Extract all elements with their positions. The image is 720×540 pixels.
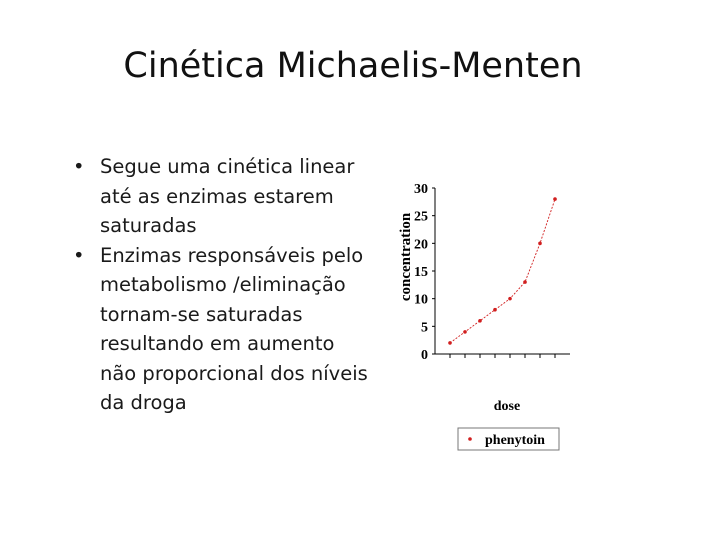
legend — [458, 428, 559, 450]
data-point — [448, 341, 452, 345]
bullet-item — [70, 152, 370, 241]
y-tick-label: 30 — [414, 182, 428, 197]
bullet-list — [70, 152, 370, 418]
data-point — [463, 330, 467, 334]
y-tick-label: 10 — [414, 292, 428, 308]
y-tick-label: 15 — [414, 265, 428, 280]
bullet-item — [70, 241, 370, 418]
legend-marker — [468, 437, 472, 441]
y-tick-label: 5 — [421, 320, 428, 336]
y-tick-labels — [414, 182, 428, 363]
data-point — [538, 242, 542, 246]
y-axis-label-group — [398, 212, 414, 301]
y-tick-label: 0 — [421, 348, 428, 363]
y-tick-label: 25 — [414, 209, 428, 225]
y-tick-label: 20 — [414, 237, 428, 253]
axes — [432, 188, 570, 358]
data-point — [478, 319, 482, 323]
bullet-dot: • — [73, 155, 85, 178]
bullet-dot: • — [73, 243, 85, 267]
bullet-text: Segue uma cinética linear até as enzimas estarem saturadas — [100, 155, 355, 237]
data-points — [448, 197, 557, 344]
data-point — [493, 308, 497, 312]
y-axis-label: concentration — [398, 212, 414, 302]
data-point — [523, 280, 527, 284]
series-line-phenytoin — [450, 199, 555, 343]
x-axis-label: dose — [493, 399, 521, 414]
phenytoin-chart — [380, 170, 580, 460]
legend-label: phenytoin — [485, 433, 545, 448]
data-point — [508, 297, 512, 301]
data-point — [553, 197, 557, 201]
bullet-text: Enzimas responsáveis pelo metabolismo /eliminação tornam-se saturadas resultando em aumento não proporcional dos níveis da droga — [100, 243, 368, 414]
slide-title: Cinética Michaelis-Menten — [123, 46, 583, 86]
